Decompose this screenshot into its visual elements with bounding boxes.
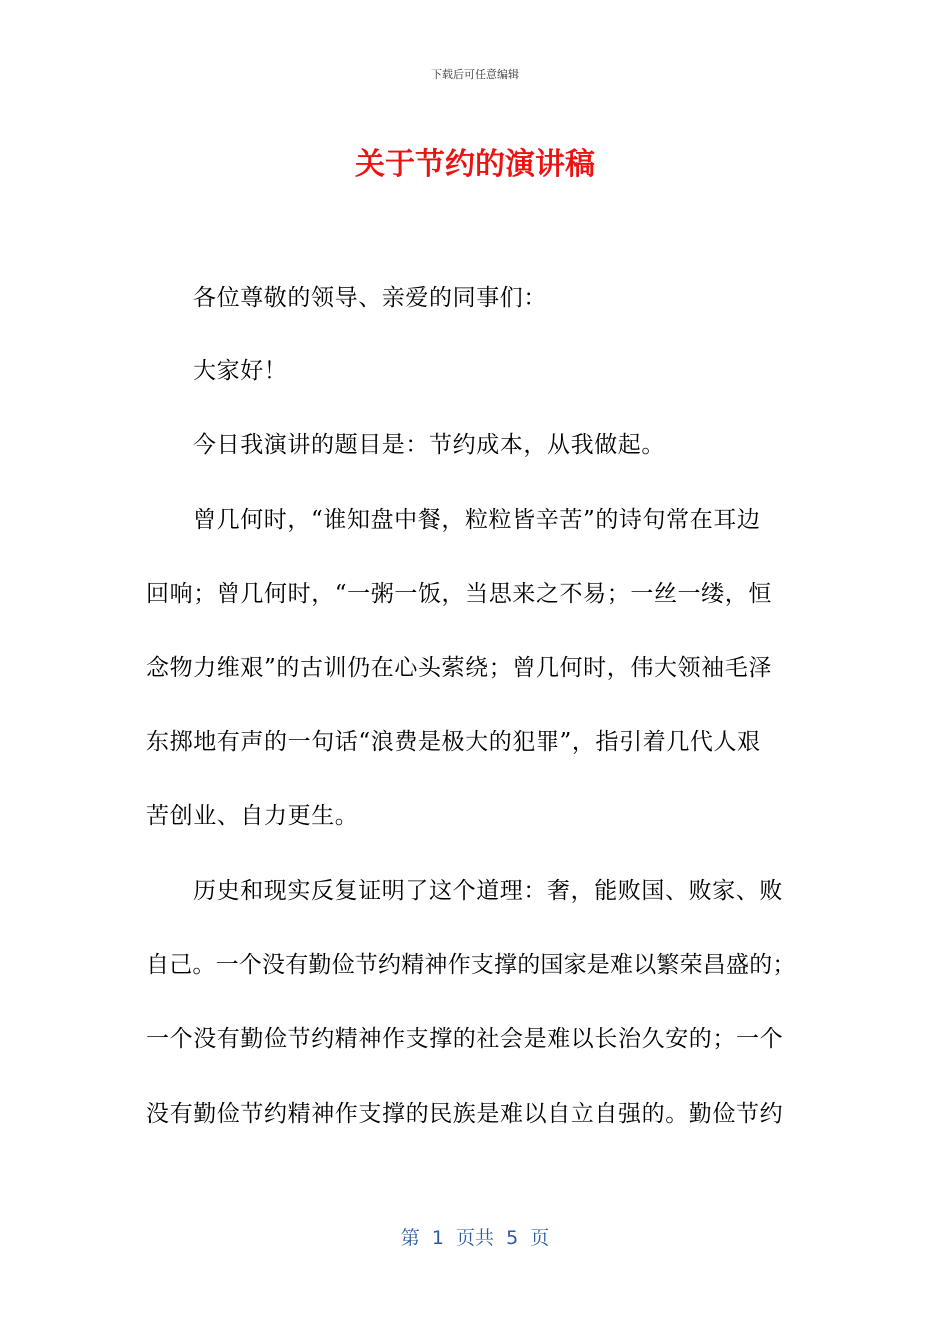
header-note: 下载后可任意编辑	[431, 68, 519, 81]
greeting-line: 大家好！	[193, 358, 288, 384]
topic-line: 今日我演讲的题目是：节约成本，从我做起。	[193, 432, 665, 458]
body-line: 东掷地有声的一句话“浪费是极大的犯罪”，指引着几代人艰	[146, 729, 761, 755]
body-line: 历史和现实反复证明了这个道理：奢，能败国、败家、败	[193, 878, 783, 904]
body-line: 自己。一个没有勤俭节约精神作支撑的国家是难以繁荣昌盛的；	[146, 952, 796, 978]
body-line: 没有勤俭节约精神作支撑的民族是难以自立自强的。勤俭节约	[146, 1101, 784, 1127]
body-line: 曾几何时，“谁知盘中餐，粒粒皆辛苦”的诗句常在耳边	[193, 507, 761, 533]
body-line: 回响；曾几何时，“一粥一饭，当思来之不易；一丝一缕，恒	[146, 581, 772, 607]
body-line: 一个没有勤俭节约精神作支撑的社会是难以长治久安的；一个	[146, 1026, 784, 1052]
document-title: 关于节约的演讲稿	[355, 147, 595, 182]
body-line: 苦创业、自力更生。	[146, 803, 359, 829]
body-line: 念物力维艰”的古训仍在心头萦绕；曾几何时，伟大领袖毛泽	[146, 655, 772, 681]
salutation-line: 各位尊敬的领导、亲爱的同事们：	[193, 285, 547, 311]
page-number-footer: 第 1 页共 5 页	[400, 1227, 550, 1249]
